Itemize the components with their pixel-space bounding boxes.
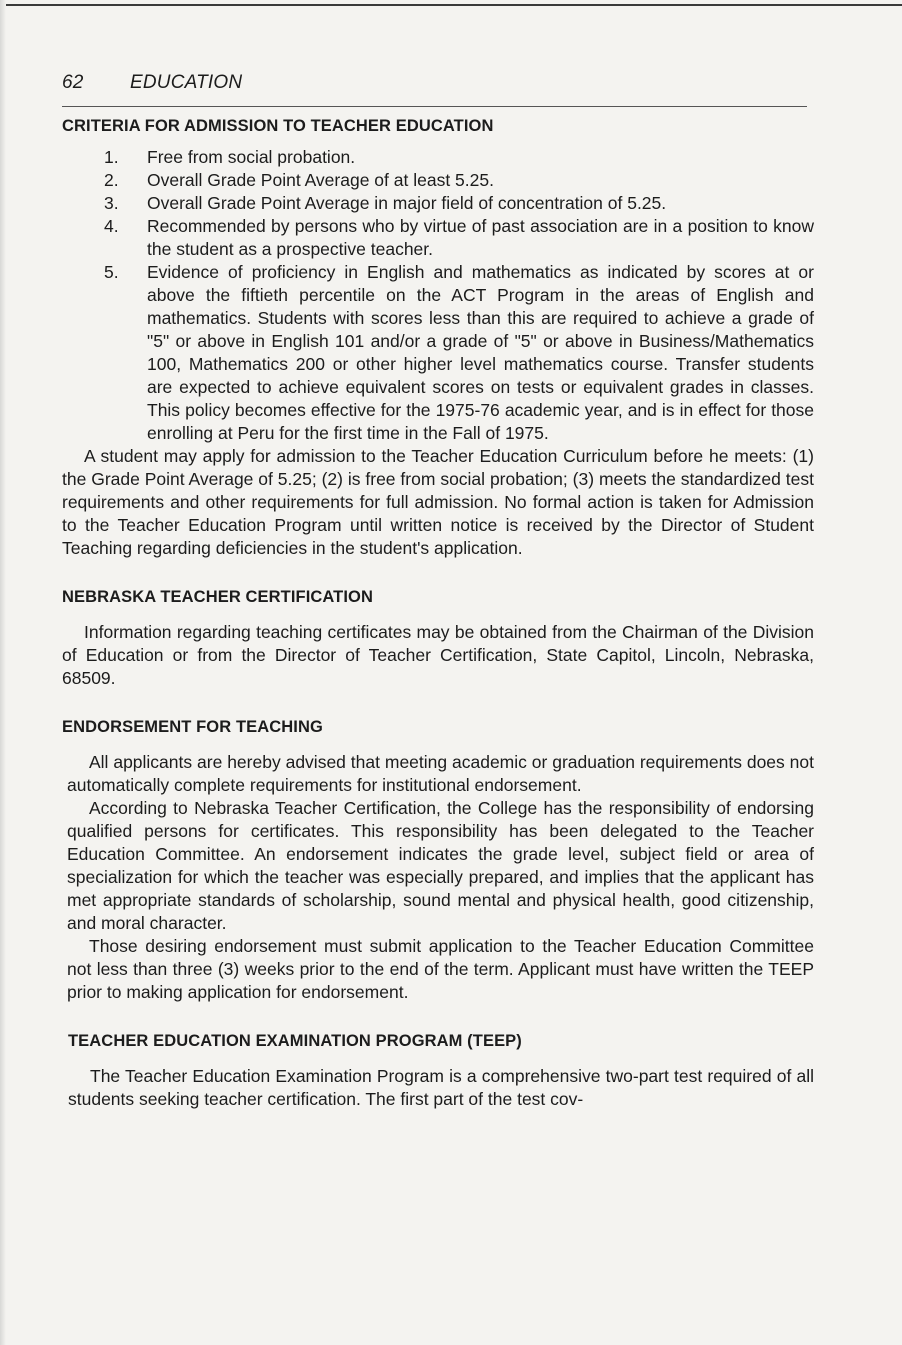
endorsement-paragraph: Those desiring endorsement must submit application to the Teacher Education Committee not less than three (3) weeks prior to the end of the term. Applicant must have written the TEEP prior to making application for endorsement.: [67, 936, 814, 1002]
criteria-paragraph: A student may apply for admission to the Teacher Education Curriculum before he meets: (1) the Grade Point Average of 5.25; (2) is free from social probation; (3) meets the standardized test requirements and other requirements for full admission. No formal action is taken for Admission to the Teacher Education Program until written notice is received by the Director of Student Teaching regarding deficiencies in the student's application.: [62, 446, 814, 558]
list-text: Free from social probation.: [147, 147, 356, 167]
criteria-heading: CRITERIA FOR ADMISSION TO TEACHER EDUCATION: [62, 117, 494, 135]
list-number: 4.: [104, 216, 119, 236]
header-rule: [62, 106, 807, 107]
list-number: 1.: [104, 147, 119, 167]
list-item: [62, 146, 814, 169]
document-page: [62, 72, 814, 1111]
endorsement-paragraph: According to Nebraska Teacher Certification, the College has the responsibility of endorsing qualified persons for certificates. This responsibility has been delegated to the Teacher Education Committee. An endorsement indicates the grade level, subject field or area of specialization for which the teacher was especially prepared, and implies that the applicant has met appropriate standards of scholarship, sound mental and physical health, good citizenship, and moral character.: [67, 798, 814, 933]
list-number: 5.: [104, 262, 119, 282]
list-item: [62, 215, 814, 261]
endorsement-heading: ENDORSEMENT FOR TEACHING: [62, 718, 323, 736]
top-border-line: [0, 4, 902, 6]
criteria-list: [62, 146, 814, 445]
list-text: Overall Grade Point Average in major field of concentration of 5.25.: [147, 193, 667, 213]
certification-paragraph: Information regarding teaching certificates may be obtained from the Chairman of the Division of Education or from the Director of Teacher Certification, State Capitol, Lincoln, Nebraska, 68509.: [62, 622, 814, 688]
list-text: Recommended by persons who by virtue of past association are in a position to know the student as a prospective teacher.: [147, 216, 814, 259]
teep-body: [62, 1065, 814, 1111]
teep-heading: TEACHER EDUCATION EXAMINATION PROGRAM (TEEP): [68, 1032, 522, 1050]
list-item: [62, 261, 814, 445]
teep-paragraph: The Teacher Education Examination Program is a comprehensive two-part test required of all students seeking teacher certification. The first part of the test cov-: [68, 1066, 814, 1109]
endorsement-paragraph: All applicants are hereby advised that meeting academic or graduation requirements does not automatically complete requirements for institutional endorsement.: [67, 752, 814, 795]
certification-heading: NEBRASKA TEACHER CERTIFICATION: [62, 588, 373, 606]
list-text: Overall Grade Point Average of at least 5.25.: [147, 170, 494, 190]
list-text: Evidence of proficiency in English and mathematics as indicated by scores at or above the fiftieth percentile on the ACT Program in the areas of English and mathematics. Students with scores less than this are required to achieve a grade of "5" or above in English 101 and/or a grade of "5" or above in Business/Mathematics 100, Mathematics 200 or other higher level mathematics course. Transfer students are expected to achieve equivalent scores on tests or equivalent grades in classes. This policy becomes effective for the 1975-76 academic year, and is in effect for those enrolling at Peru for the first time in the Fall of 1975.: [147, 262, 814, 443]
list-item: [62, 192, 814, 215]
list-number: 3.: [104, 193, 119, 213]
page-edge-shadow: [0, 0, 6, 1345]
endorsement-body: [62, 751, 814, 1004]
running-head: [62, 72, 814, 94]
page-number: 62: [62, 72, 84, 93]
list-item: [62, 169, 814, 192]
list-number: 2.: [104, 170, 119, 190]
section-title: EDUCATION: [130, 72, 243, 93]
